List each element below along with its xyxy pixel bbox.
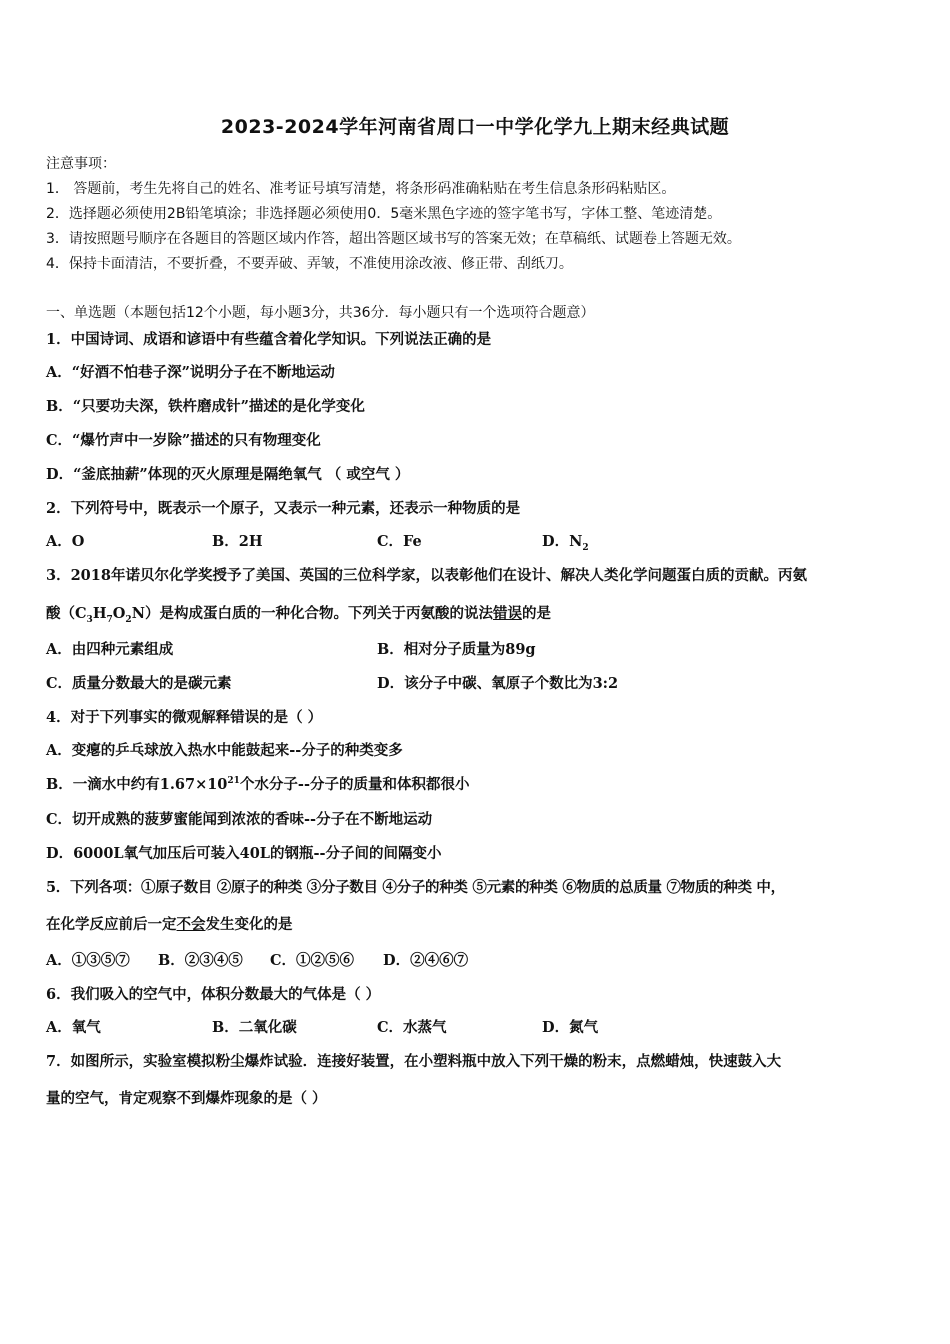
q6-option-c: C．水蒸气 [377, 1019, 447, 1036]
notice-item-3: 3．请按照题号顺序在各题目的答题区域内作答，超出答题区域书写的答案无效；在草稿纸、试题卷上答题无效。 [46, 231, 741, 247]
q1-stem: 1．中国诗词、成语和谚语中有些蕴含着化学知识。下列说法正确的是 [46, 331, 492, 348]
q1-option-b: B．“只要功夫深，铁杵磨成针”描述的是化学变化 [46, 398, 365, 415]
q3-text: H [92, 605, 107, 622]
q5-text: 在化学反应前后一定 [46, 916, 177, 933]
q4-option-b [46, 773, 469, 794]
q2-option-c: C．Fe [377, 533, 422, 550]
q4-option-b-text: B．一滴水中约有1.67×10 [46, 776, 228, 793]
q7-stem-line1: 7．如图所示，实验室模拟粉尘爆炸试验．连接好装置，在小塑料瓶中放入下列干燥的粉末，点燃蜡烛，快速鼓入大 [46, 1053, 782, 1070]
q5-option-c: C．①②⑤⑥ [270, 952, 355, 969]
q4-option-b-superscript: 21 [227, 776, 240, 787]
q5-emphasis: 不会 [176, 916, 206, 933]
q5-stem-line1: 5．下列各项：①原子数目 ②原子的种类 ③分子数目 ④分子的种类 ⑤元素的种类 ⑥物质的总质量 ⑦物质的种类 中， [46, 879, 785, 896]
q3-text: 的是 [521, 605, 551, 622]
q6-option-a: A．氧气 [46, 1019, 101, 1036]
q3-text: N）是构成蛋白质的一种化合物。下列关于丙氨酸的说法 [131, 605, 493, 622]
q2-option-d-subscript: 2 [582, 542, 589, 553]
q4-option-b-text: 个水分子--分子的质量和体积都很小 [239, 776, 470, 793]
notice-heading: 注意事项： [46, 156, 116, 172]
q5-option-d: D．②④⑥⑦ [383, 952, 469, 969]
q4-option-a: A．变瘪的乒乓球放入热水中能鼓起来--分子的种类变多 [46, 742, 403, 759]
q3-stem-line1: 3．2018年诺贝尔化学奖授予了美国、英国的三位科学家，以表彰他们在设计、解决人类化学问题蛋白质的贡献。丙氨 [46, 567, 807, 584]
q1-option-c: C．“爆竹声中一岁除”描述的只有物理变化 [46, 432, 321, 449]
q1-option-a: A．“好酒不怕巷子深”说明分子在不断地运动 [46, 364, 335, 381]
q3-text: O [112, 605, 126, 622]
q5-option-b: B．②③④⑤ [158, 952, 243, 969]
q3-sub: 7 [106, 614, 113, 625]
q1-option-d: D．“釜底抽薪”体现的灭火原理是隔绝氧气 （ 或空气 ） [46, 466, 410, 483]
q2-option-b: B．2H [212, 533, 263, 550]
q5-stem-line2 [46, 913, 293, 934]
q3-option-d: D．该分子中碳、氧原子个数比为3:2 [377, 675, 619, 692]
section-heading: 一、单选题（本题包括12个小题，每小题3分，共36分．每小题只有一个选项符合题意） [46, 305, 595, 321]
notice-item-2: 2．选择题必须使用2B铅笔填涂；非选择题必须使用0．5毫米黑色字迹的签字笔书写，字体工整、笔迹清楚。 [46, 206, 722, 222]
q4-stem: 4．对于下列事实的微观解释错误的是（ ） [46, 709, 323, 726]
q3-sub: 3 [86, 614, 93, 625]
q7-stem-line2: 量的空气，肯定观察不到爆炸现象的是（ ） [46, 1090, 327, 1107]
page-title: 2023-2024学年河南省周口一中学化学九上期末经典试题 [220, 116, 730, 138]
q3-sub: 2 [125, 614, 132, 625]
q3-option-a: A．由四种元素组成 [46, 641, 174, 658]
q4-option-d: D．6000L氧气加压后可装入40L的钢瓶--分子间的间隔变小 [46, 845, 442, 862]
q3-option-c: C．质量分数最大的是碳元素 [46, 675, 232, 692]
q4-option-c: C．切开成熟的菠萝蜜能闻到浓浓的香味--分子在不断地运动 [46, 811, 433, 828]
q3-stem-line2 [46, 602, 551, 625]
q5-text: 发生变化的是 [205, 916, 293, 933]
q3-option-b: B．相对分子质量为89g [377, 641, 536, 658]
notice-item-4: 4．保持卡面清洁，不要折叠，不要弄破、弄皱，不准使用涂改液、修正带、刮纸刀。 [46, 256, 573, 272]
q6-option-d: D．氮气 [542, 1019, 599, 1036]
q6-stem: 6．我们吸入的空气中，体积分数最大的气体是（ ） [46, 986, 381, 1003]
q5-option-a: A．①③⑤⑦ [46, 952, 130, 969]
q2-option-d-text: D．N [542, 533, 583, 550]
q2-stem: 2．下列符号中，既表示一个原子，又表示一种元素，还表示一种物质的是 [46, 500, 521, 517]
q2-option-a: A．O [46, 533, 85, 550]
q2-option-d [542, 530, 589, 553]
q3-text: 酸（C [46, 605, 87, 622]
q6-option-b: B．二氧化碳 [212, 1019, 297, 1036]
q3-emphasis: 错误 [492, 605, 522, 622]
notice-item-1: 1． 答题前，考生先将自己的姓名、准考证号填写清楚，将条形码准确粘贴在考生信息条形码粘贴区。 [46, 181, 676, 197]
